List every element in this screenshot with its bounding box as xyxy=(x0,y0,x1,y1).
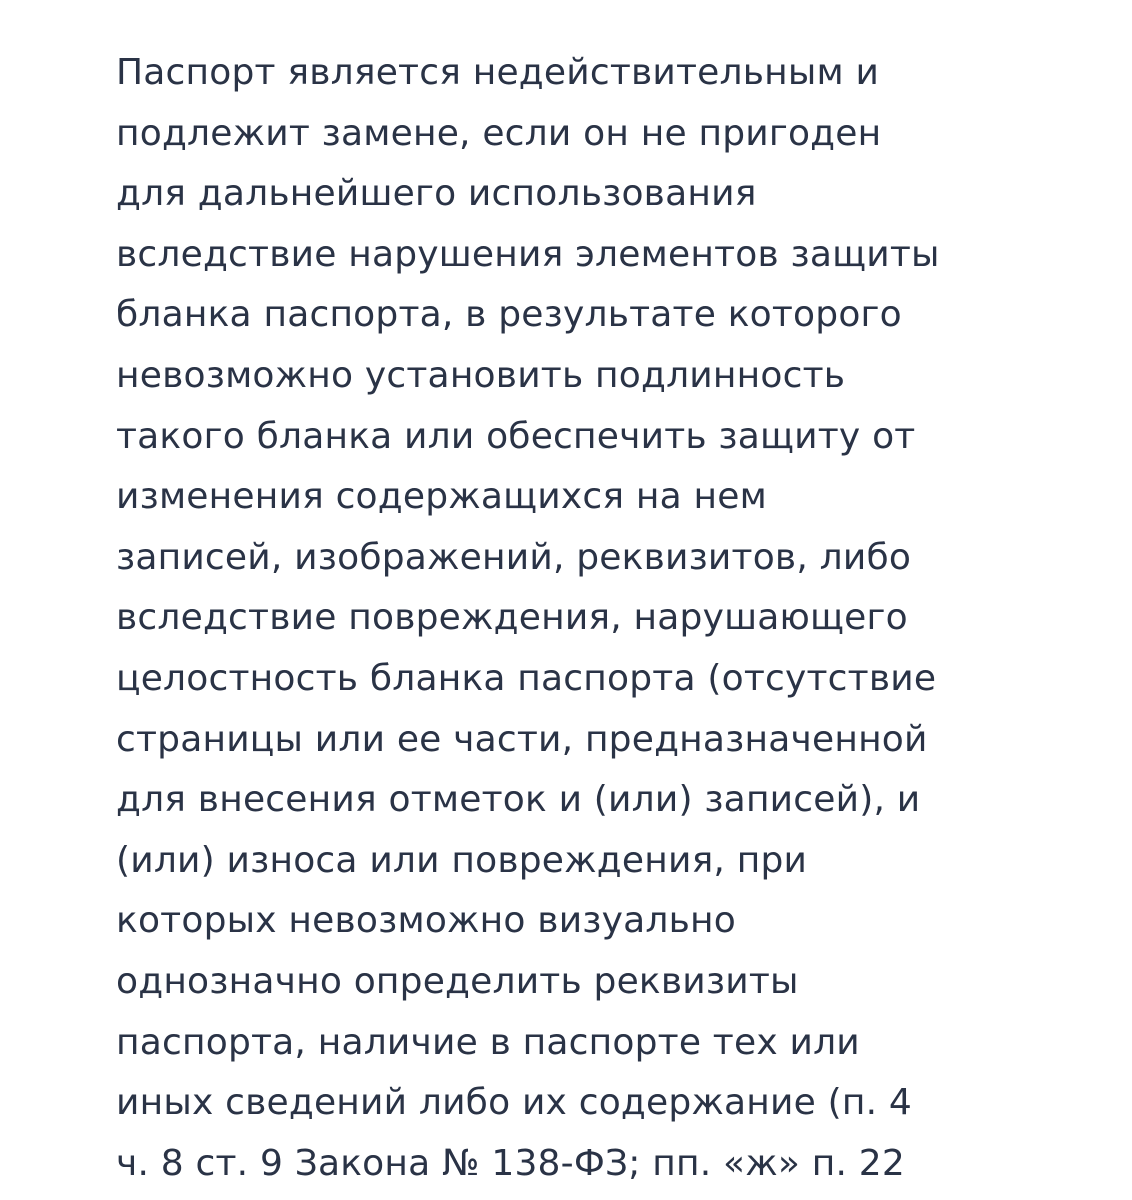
text-line: целостность бланка паспорта (отсутствие xyxy=(116,657,937,699)
text-line: которых невозможно визуально xyxy=(116,900,736,942)
text-line: ч. 8 ст. 9 Закона № 138-ФЗ; пп. «ж» п. 22 xyxy=(116,1142,906,1184)
text-line: для дальнейшего использования xyxy=(116,173,757,215)
text-line: невозможно установить подлинность xyxy=(116,354,846,396)
text-line: (или) износа или повреждения, при xyxy=(116,839,808,881)
text-line: такого бланка или обеспечить защиту от xyxy=(116,415,916,457)
text-line: вследствие повреждения, нарушающего xyxy=(116,597,908,639)
text-line: для внесения отметок и (или) записей), и xyxy=(116,779,921,821)
text-line: вследствие нарушения элементов защиты xyxy=(116,233,940,275)
text-line: подлежит замене, если он не пригоден xyxy=(116,112,882,154)
text-line: изменения содержащихся на нем xyxy=(116,476,767,518)
text-line: однозначно определить реквизиты xyxy=(116,960,799,1002)
text-line: паспорта, наличие в паспорте тех или xyxy=(116,1021,860,1063)
article-paragraph xyxy=(116,43,1076,1194)
text-line: Паспорт является недействительным и xyxy=(116,52,880,93)
text-line: иных сведений либо их содержание (п. 4 xyxy=(116,1082,912,1124)
text-line: записей, изображений, реквизитов, либо xyxy=(116,536,912,578)
text-line: бланка паспорта, в результате которого xyxy=(116,294,902,336)
text-line: страницы или ее части, предназначенной xyxy=(116,718,928,760)
